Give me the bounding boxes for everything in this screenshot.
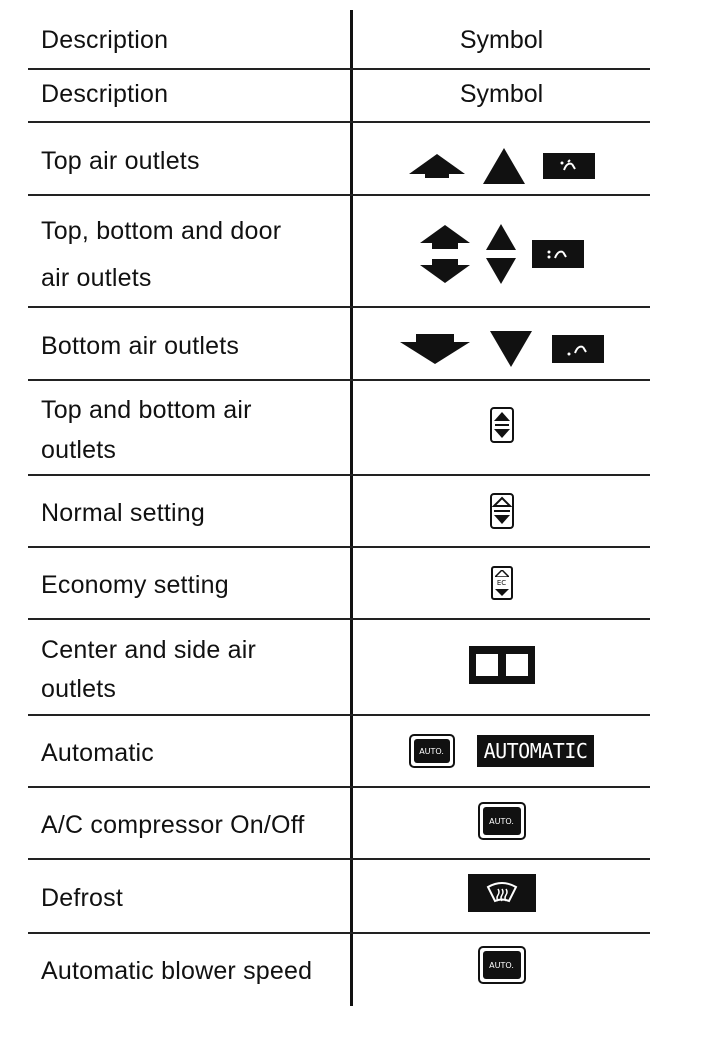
symbol-cell (353, 322, 650, 376)
triangle-up-down-icon (486, 224, 516, 284)
vent-face-icon (552, 335, 604, 363)
symbol-cell (353, 870, 650, 916)
row-description: Top air outlets (41, 147, 200, 175)
row-description: outlets (41, 675, 117, 703)
triangle-up-icon (483, 148, 525, 184)
row-divider (28, 786, 650, 788)
row-divider (28, 932, 650, 934)
automatic-label-icon: AUTOMATIC (477, 735, 595, 767)
wide-up-arrow-icon (409, 154, 465, 178)
row-description: Center and side air (41, 636, 257, 664)
row-description: Top and bottom air (41, 396, 252, 424)
row-description: Economy setting (41, 571, 229, 599)
center-side-outlets-icon (469, 646, 535, 684)
up-down-wide-arrows-icon (420, 225, 470, 283)
vent-face-icon (543, 153, 595, 179)
header-symbol: Symbol (459, 25, 544, 54)
header-description: Description (41, 80, 169, 108)
symbol-cell (353, 220, 650, 288)
row-divider (28, 121, 650, 123)
symbol-cell (353, 796, 650, 846)
row-divider (28, 194, 650, 196)
header-description: Description (41, 26, 169, 54)
symbol-cell (353, 400, 650, 450)
row-description: Normal setting (41, 499, 205, 527)
row-description: outlets (41, 436, 117, 464)
ac-compressor-button-icon: AUTO. (478, 802, 526, 840)
blower-auto-button-icon: AUTO. (478, 946, 526, 984)
symbol-cell (353, 560, 650, 606)
symbol-cell (353, 942, 650, 988)
symbol-cell (353, 140, 650, 192)
row-description: A/C compressor On/Off (41, 811, 305, 839)
row-divider (28, 714, 650, 716)
row-description: Automatic (41, 739, 154, 767)
top-bottom-button-icon (490, 407, 514, 443)
normal-setting-button-icon (490, 493, 514, 529)
row-divider (28, 618, 650, 620)
row-description: air outlets (41, 264, 152, 292)
row-description: Top, bottom and door (41, 217, 282, 245)
row-divider (28, 306, 650, 308)
row-divider (28, 546, 650, 548)
header-symbol: Symbol (459, 79, 544, 108)
row-description: Defrost (41, 884, 123, 912)
row-description: Bottom air outlets (41, 332, 240, 360)
row-divider (28, 379, 650, 381)
economy-setting-button-icon: EC (491, 566, 513, 600)
symbol-cell (353, 728, 650, 774)
symbol-cell (353, 640, 650, 690)
defrost-icon (468, 874, 536, 912)
auto-button-icon: AUTO. (409, 734, 455, 768)
row-description: Automatic blower speed (41, 957, 313, 985)
row-divider (28, 858, 650, 860)
row-divider (28, 474, 650, 476)
symbol-cell (353, 487, 650, 535)
row-divider (28, 68, 650, 70)
wide-down-arrow-icon (400, 334, 470, 364)
triangle-down-icon (490, 331, 532, 367)
vent-face-icon (532, 240, 584, 268)
